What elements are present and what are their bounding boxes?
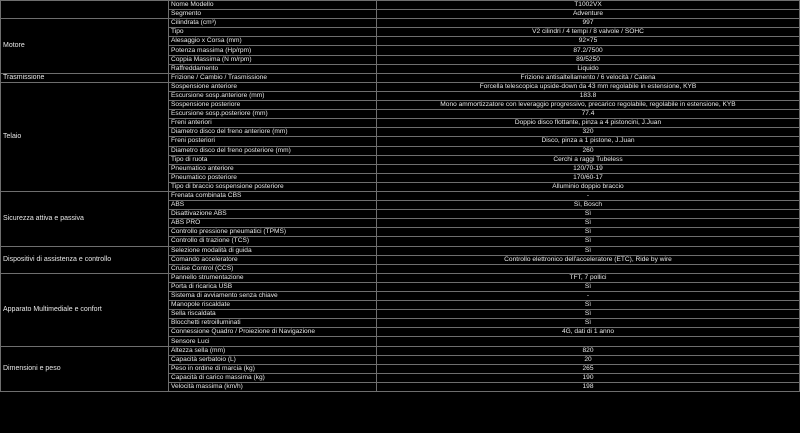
property-label: Tipo bbox=[169, 28, 377, 37]
property-value: Sì bbox=[377, 228, 800, 237]
property-value: Sì bbox=[377, 237, 800, 246]
spec-row bbox=[1, 273, 800, 282]
property-label: Tipo di ruota bbox=[169, 155, 377, 164]
property-value: Sì bbox=[377, 301, 800, 310]
property-value: Forcella telescopica upside-down da 43 mm regolabile in estensione, KYB bbox=[377, 82, 800, 91]
property-label: Controllo pressione pneumatici (TPMS) bbox=[169, 228, 377, 237]
property-label: Escursione sosp.anteriore (mm) bbox=[169, 91, 377, 100]
property-label: Diametro disco del freno anteriore (mm) bbox=[169, 128, 377, 137]
spec-row bbox=[1, 346, 800, 355]
property-label: Sistema di avviamento senza chiave bbox=[169, 292, 377, 301]
property-label: Freni anteriori bbox=[169, 119, 377, 128]
property-value: Frizione antisaltellamento / 6 velocità / Catena bbox=[377, 73, 800, 82]
property-label: Capacità serbatoio (L) bbox=[169, 355, 377, 364]
property-value: 77.4 bbox=[377, 110, 800, 119]
property-label: Cruise Control (CCS) bbox=[169, 264, 377, 273]
property-label: Sospensione posteriore bbox=[169, 101, 377, 110]
property-label: Connessione Quadro / Proiezione di Navigazione bbox=[169, 328, 377, 337]
property-value: T1002VX bbox=[377, 1, 800, 10]
property-value: 170/60-17 bbox=[377, 173, 800, 182]
property-label: Diametro disco del freno posteriore (mm) bbox=[169, 146, 377, 155]
property-label: Frenata combinata CBS bbox=[169, 191, 377, 200]
property-label: ABS bbox=[169, 201, 377, 210]
property-value: 20 bbox=[377, 355, 800, 364]
category-cell: Apparato Multimediale e confort bbox=[1, 273, 169, 346]
property-value: 265 bbox=[377, 364, 800, 373]
category-cell: Sicurezza attiva e passiva bbox=[1, 191, 169, 246]
property-value: Sì bbox=[377, 210, 800, 219]
category-cell: Dispositivi di assistenza e controllo bbox=[1, 246, 169, 273]
property-value: Sì bbox=[377, 319, 800, 328]
property-label: Frizione / Cambio / Trasmissione bbox=[169, 73, 377, 82]
property-value: Sì bbox=[377, 310, 800, 319]
property-label: Velocità massima (km/h) bbox=[169, 382, 377, 391]
property-value: 260 bbox=[377, 146, 800, 155]
property-value: 198 bbox=[377, 382, 800, 391]
property-value: 320 bbox=[377, 128, 800, 137]
property-value: - bbox=[377, 292, 800, 301]
property-value: Sì bbox=[377, 219, 800, 228]
property-value: 820 bbox=[377, 346, 800, 355]
property-label: Coppia Massima (N m/rpm) bbox=[169, 55, 377, 64]
property-label: Peso in ordine di marcia (kg) bbox=[169, 364, 377, 373]
property-label: Pneumatico posteriore bbox=[169, 173, 377, 182]
spec-row bbox=[1, 19, 800, 28]
property-label: Potenza massima (Hp/rpm) bbox=[169, 46, 377, 55]
property-value: TFT, 7 pollici bbox=[377, 273, 800, 282]
category-cell bbox=[1, 1, 169, 19]
property-label: Sella riscaldata bbox=[169, 310, 377, 319]
property-label: Sensore Luci bbox=[169, 337, 377, 346]
spec-row bbox=[1, 191, 800, 200]
property-value: 89/5250 bbox=[377, 55, 800, 64]
property-value: 120/70-19 bbox=[377, 164, 800, 173]
property-label: Raffreddamento bbox=[169, 64, 377, 73]
property-value: Disco, pinza a 1 pistone, J.Juan bbox=[377, 137, 800, 146]
property-label: Blocchetti retroilluminati bbox=[169, 319, 377, 328]
spec-row bbox=[1, 82, 800, 91]
property-label: Pannello strumentazione bbox=[169, 273, 377, 282]
property-value: - bbox=[377, 191, 800, 200]
category-cell: Trasmissione bbox=[1, 73, 169, 82]
property-value: Alluminio doppio braccio bbox=[377, 182, 800, 191]
property-value: 92×75 bbox=[377, 37, 800, 46]
property-value: 190 bbox=[377, 373, 800, 382]
property-label: Pneumatico anteriore bbox=[169, 164, 377, 173]
property-label: Alesaggio x Corsa (mm) bbox=[169, 37, 377, 46]
property-label: Porta di ricarica USB bbox=[169, 282, 377, 291]
property-value: 183.8 bbox=[377, 91, 800, 100]
property-label: Nome Modello bbox=[169, 1, 377, 10]
property-label: Freni posteriori bbox=[169, 137, 377, 146]
property-label: Comando acceleratore bbox=[169, 255, 377, 264]
property-label: Tipo di braccio sospensione posteriore bbox=[169, 182, 377, 191]
property-label: Manopole riscaldate bbox=[169, 301, 377, 310]
spec-table-body bbox=[1, 1, 800, 392]
category-cell: Telaio bbox=[1, 82, 169, 191]
property-value bbox=[377, 264, 800, 273]
property-label: Segmento bbox=[169, 10, 377, 19]
property-label: Controllo di trazione (TCS) bbox=[169, 237, 377, 246]
property-value: Adventure bbox=[377, 10, 800, 19]
category-cell: Dimensioni e peso bbox=[1, 346, 169, 391]
property-value: 4G, dati di 1 anno bbox=[377, 328, 800, 337]
property-value: 87.2/7500 bbox=[377, 46, 800, 55]
property-value: Cerchi a raggi Tubeless bbox=[377, 155, 800, 164]
property-value: V2 cilindri / 4 tempi / 8 valvole / SOHC bbox=[377, 28, 800, 37]
property-value: Doppio disco flottante, pinza a 4 pistoncini, J.Juan bbox=[377, 119, 800, 128]
spec-row bbox=[1, 73, 800, 82]
property-label: Cilindrata (cm³) bbox=[169, 19, 377, 28]
spec-row bbox=[1, 246, 800, 255]
property-label: Selezione modalità di guida bbox=[169, 246, 377, 255]
category-cell: Motore bbox=[1, 19, 169, 74]
property-label: Disattivazione ABS bbox=[169, 210, 377, 219]
spec-row bbox=[1, 1, 800, 10]
property-value: Mono ammortizzatore con leveraggio progressivo, precarico regolabile, regolabile in estensione, KYB bbox=[377, 101, 800, 110]
property-value: Sì, Bosch bbox=[377, 201, 800, 210]
property-value bbox=[377, 337, 800, 346]
property-value: 997 bbox=[377, 19, 800, 28]
property-value: Sì bbox=[377, 246, 800, 255]
property-value: Liquido bbox=[377, 64, 800, 73]
property-label: Altezza sella (mm) bbox=[169, 346, 377, 355]
property-value: Controllo elettronico dell'acceleratore (ETC), Ride by wire bbox=[377, 255, 800, 264]
property-value: Sì bbox=[377, 282, 800, 291]
property-label: Sospensione anteriore bbox=[169, 82, 377, 91]
property-label: Capacità di carico massima (kg) bbox=[169, 373, 377, 382]
property-label: Escursione sosp.posteriore (mm) bbox=[169, 110, 377, 119]
property-label: ABS PRO bbox=[169, 219, 377, 228]
